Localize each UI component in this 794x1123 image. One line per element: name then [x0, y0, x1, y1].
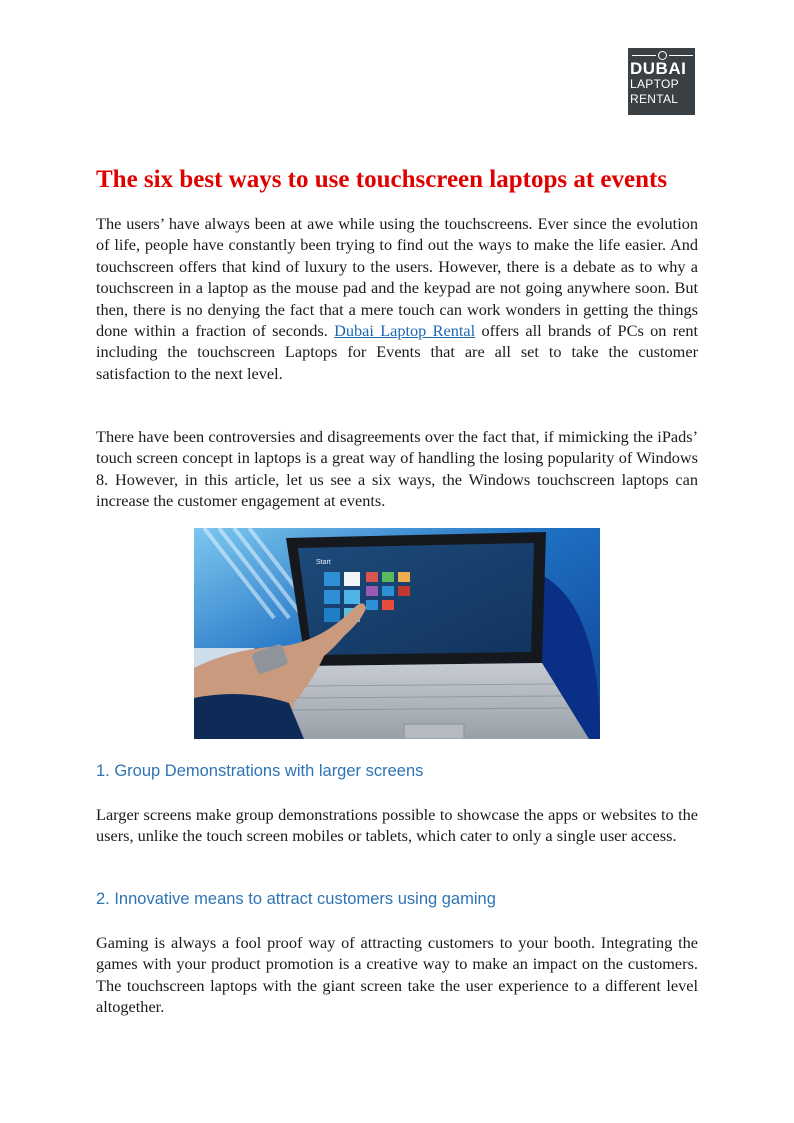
company-logo [628, 48, 695, 115]
start-label: Start [316, 559, 331, 566]
logo-line-1: DUBAI [630, 59, 687, 78]
section-1-body: Larger screens make group demonstrations possible to showcase the apps or websites to the users, unlike the touch screen mobiles or tablets, which cater to only a single user access. [96, 805, 698, 846]
section-2-heading: 2. Innovative means to attract customers using gaming [96, 890, 496, 908]
section-2-body: Gaming is always a fool proof way of attracting customers to your booth. Integrating the games with your product promotion is a creative way to make an impact on the customers. The touchscreen laptops with the giant screen take the user experience to a different level altogether. [96, 933, 698, 1017]
dubai-laptop-rental-link[interactable]: Dubai Laptop Rental [334, 321, 476, 341]
section-1-heading: 1. Group Demonstrations with larger screens [96, 762, 424, 780]
logo-line-3: RENTAL [630, 92, 679, 106]
intro-text-after: offers all brands of PCs on rent including the touchscreen Laptops for Events that are all set to take the customer satisfaction to the next level. [96, 321, 699, 383]
intro-text-before: The users’ have always been at awe while using the touchscreens. Ever since the evolution of life, people have constantly been trying to find out the ways to make the life easier. And touchscreen offers that kind of luxury to the users. However, there is a debate as to why a touchscreen in a laptop as the mouse pad and the keypad are not going anywhere soon. But then, there is no denying the fact that a mere touch can work wonders in getting the things done within a fraction of seconds. [96, 214, 698, 341]
page-title: The six best ways to use touchscreen laptops at events [96, 166, 668, 193]
camera-icon [630, 50, 695, 60]
intro-paragraph [96, 213, 698, 384]
controversy-paragraph: There have been controversies and disagreements over the fact that, if mimicking the iPads’ touch screen concept in laptops is a great way of handling the losing popularity of Windows 8. However, in this article, let us see a six ways, the Windows touchscreen laptops can increase the customer engagement at events. [96, 427, 698, 511]
touchscreen-laptop-photo [194, 528, 600, 739]
logo-line-2: LAPTOP [630, 77, 679, 91]
